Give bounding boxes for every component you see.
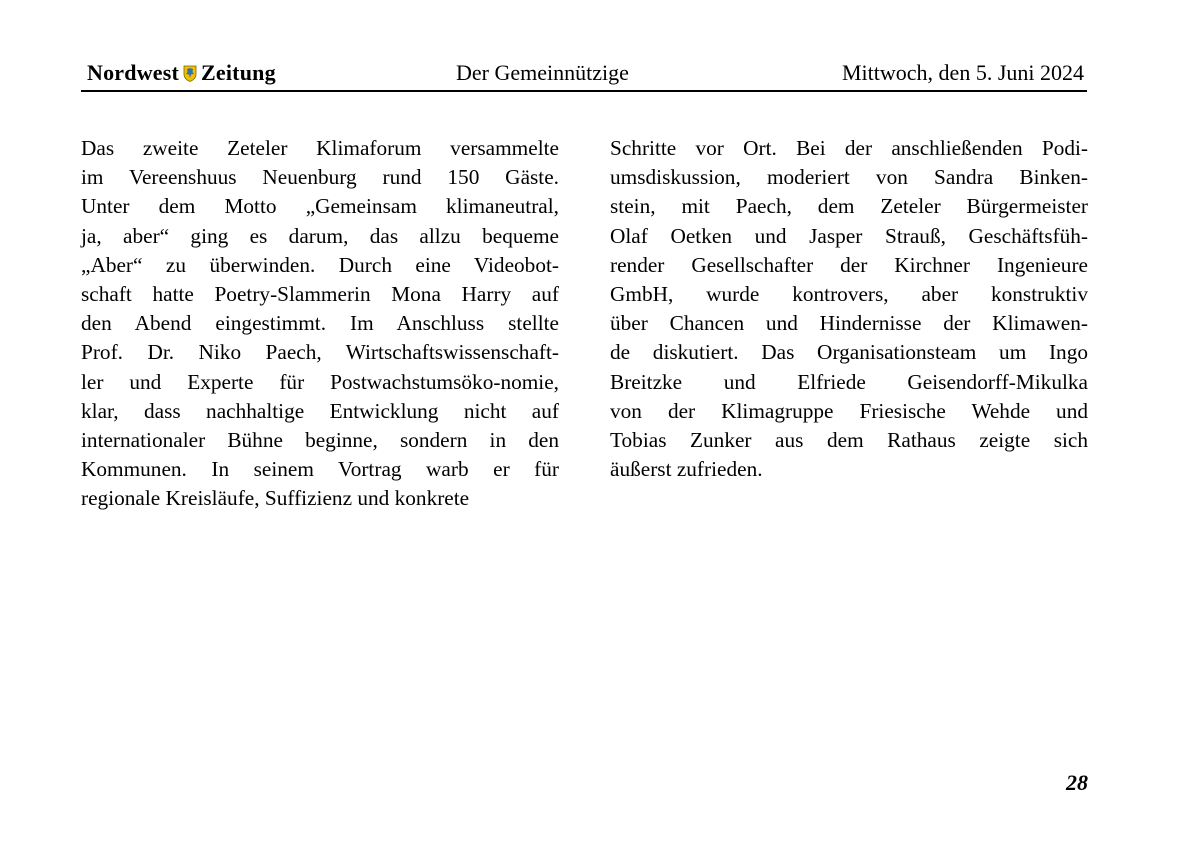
article-line: den Abend eingestimmt. Im Anschluss stellte — [81, 311, 559, 336]
article-line: render Gesellschafter der Kirchner Ingenieure — [610, 252, 1088, 277]
article-column-left — [81, 134, 559, 513]
article-line: von der Klimagruppe Friesische Wehde und — [610, 398, 1088, 423]
article-line: umsdiskussion, moderiert von Sandra Binken- — [610, 165, 1088, 190]
article-line: äußerst zufrieden. — [610, 457, 763, 482]
article-line: über Chancen und Hindernisse der Klimawen- — [610, 311, 1088, 336]
article-line: „Aber“ zu überwinden. Durch eine Videobot- — [81, 252, 559, 277]
issue-date: Mittwoch, den 5. Juni 2024 — [842, 60, 1084, 85]
article-line: Prof. Dr. Niko Paech, Wirtschaftswissenschaft- — [81, 340, 559, 365]
article-line: de diskutiert. Das Organisationsteam um Ingo — [610, 340, 1088, 365]
article-line: Breitzke und Elfriede Geisendorff-Mikulka — [610, 369, 1088, 394]
masthead-logo — [87, 60, 276, 86]
coat-of-arms-icon — [183, 65, 197, 82]
section-title: Der Gemeinnützige — [456, 60, 629, 85]
article-line: schaft hatte Poetry-Slammerin Mona Harry auf — [81, 281, 559, 306]
article-line: Das zweite Zeteler Klimaforum versammelte — [81, 136, 559, 160]
article-line: regionale Kreisläufe, Suffizienz und konkrete — [81, 486, 470, 511]
masthead-right: Zeitung — [201, 60, 276, 85]
page-number: 28 — [1066, 770, 1088, 795]
article-line: im Vereenshuus Neuenburg rund 150 Gäste. — [81, 165, 559, 190]
masthead-left: Nordwest — [87, 60, 180, 85]
article-line: Kommunen. In seinem Vortrag warb er für — [81, 457, 559, 482]
article-column-right — [610, 134, 1088, 484]
article-line: GmbH, wurde kontrovers, aber konstruktiv — [610, 281, 1088, 306]
article-line: internationaler Bühne beginne, sondern in den — [81, 427, 559, 452]
article-line: Olaf Oetken und Jasper Strauß, Geschäftsfüh- — [610, 223, 1088, 248]
article-line: Schritte vor Ort. Bei der anschließenden Podi- — [610, 136, 1088, 160]
article-line: Tobias Zunker aus dem Rathaus zeigte sich — [610, 427, 1088, 452]
article-line: Unter dem Motto „Gemeinsam klimaneutral, — [81, 194, 559, 219]
article-line: ja, aber“ ging es darum, das allzu bequeme — [81, 223, 559, 248]
article-line: klar, dass nachhaltige Entwicklung nicht auf — [81, 398, 559, 423]
article-line: stein, mit Paech, dem Zeteler Bürgermeister — [610, 194, 1088, 219]
page-header — [81, 56, 1087, 92]
article-line: ler und Experte für Postwachstumsöko-nomie, — [81, 369, 559, 394]
